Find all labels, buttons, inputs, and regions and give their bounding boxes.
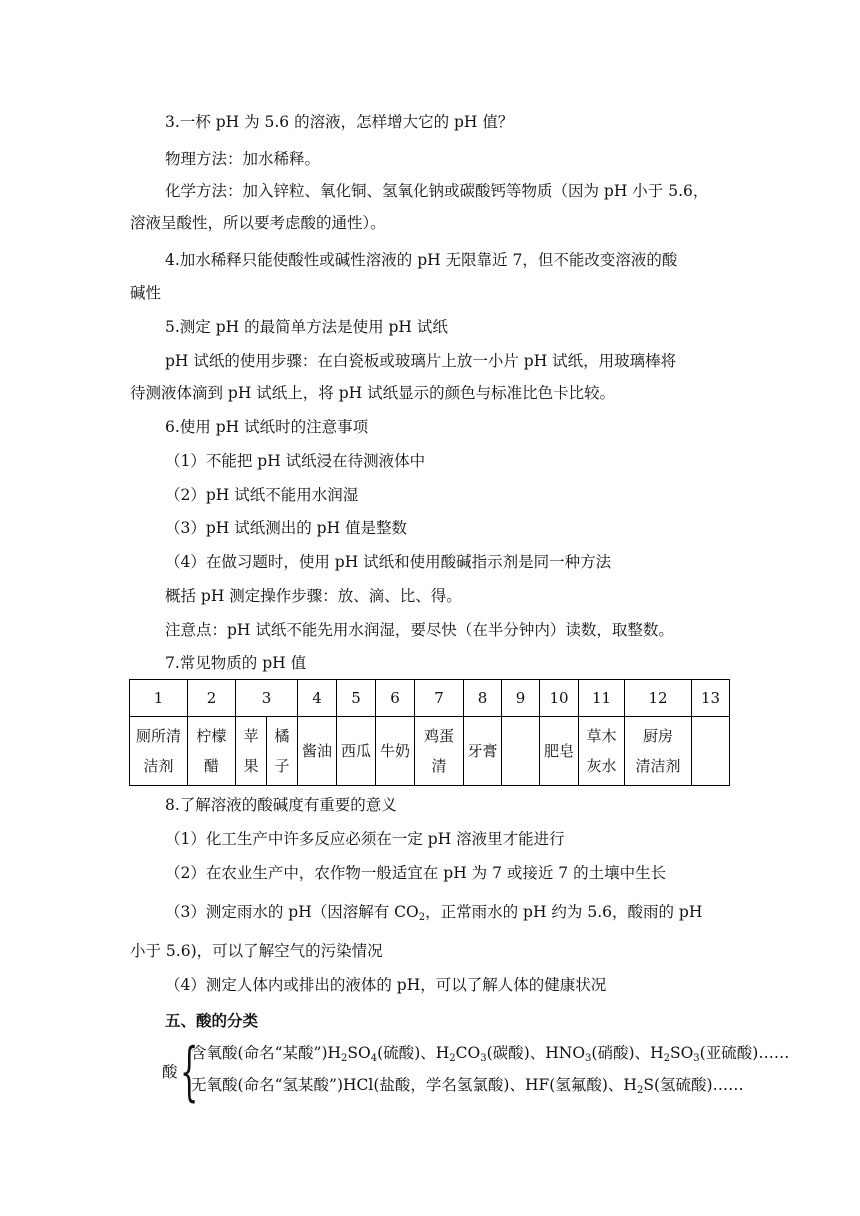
q3-chemical-method-line1: 化学方法：加入锌粒、氧化铜、氢氧化钠或碳酸钙等物质（因为 pH 小于 5.6， (165, 182, 709, 200)
ph-header-cell: 4 (298, 680, 337, 717)
ph-cell-empty (502, 717, 540, 786)
oxyacid-line: 含氧酸(命名“某酸$”)H_2SO_4$(硫酸)、$H_2CO_3$(碳酸)、$HNO_3$(硝酸)、$H_2SO_3$(亚硫酸)…… (191, 1044, 790, 1064)
q6-item-2: （2）pH 试纸不能用水润湿 (165, 486, 359, 504)
brace-icon: { (180, 1035, 199, 1109)
non-oxyacid-line: 无氧酸(命名“氢某酸”)HCl(盐酸，学名氢氯酸)、HF(氢氟酸)、$H_2S$(氢硫酸)…… (191, 1076, 744, 1096)
q3-chemical-method-line2: 溶液呈酸性，所以要考虑酸的通性）。 (130, 214, 386, 232)
ph-header-cell: 10 (540, 680, 579, 717)
ph-cell-kitchen-cleaner: 厨房 清洁剂 (625, 717, 692, 786)
ph-header-cell: 2 (188, 680, 236, 717)
q6-title: 6.使用 pH 试纸时的注意事项 (165, 418, 369, 436)
ph-header-cell: 6 (376, 680, 415, 717)
q4-line2: 碱性 (130, 284, 162, 302)
ph-cell-lemon-vinegar: 柠檬 醋 (188, 717, 236, 786)
q7-title: 7.常见物质的 pH 值 (165, 654, 307, 672)
section-5-heading: 五、酸的分类 (165, 1011, 259, 1030)
ph-header-cell: 13 (692, 680, 730, 717)
ph-header-cell: 3 (236, 680, 298, 717)
summary-line: 概括 pH 测定操作步骤：放、滴、比、得。 (165, 587, 462, 605)
ph-cell-milk: 牛奶 (376, 717, 415, 786)
ph-header-cell: 1 (130, 680, 188, 717)
q5-title: 5.测定 pH 的最简单方法是使用 pH 试纸 (165, 318, 448, 336)
ph-cell-egg-white: 鸡蛋 清 (415, 717, 464, 786)
ph-header-cell: 5 (337, 680, 376, 717)
q6-item-4: （4）在做习题时，使用 pH 试纸和使用酸碱指示剂是同一种方法 (165, 553, 612, 571)
q8-item-4: （4）测定人体内或排出的液体的 pH，可以了解人体的健康状况 (165, 976, 607, 994)
q8-item-2: （2）在农业生产中，农作物一般适宜在 pH 为 7 或接近 7 的土壤中生长 (165, 864, 667, 882)
ph-header-cell: 12 (625, 680, 692, 717)
ph-header-cell: 11 (579, 680, 625, 717)
q8-item-3-line2: 小于 5.6)，可以了解空气的污染情况 (130, 942, 383, 960)
q8-item-1: （1）化工生产中许多反应必须在一定 pH 溶液里才能进行 (165, 830, 565, 848)
q8-title: 8.了解溶液的酸碱度有重要的意义 (165, 796, 397, 814)
ph-cell-toothpaste: 牙膏 (464, 717, 502, 786)
ph-header-cell: 8 (464, 680, 502, 717)
ph-cell-orange: 橘 子 (267, 717, 298, 786)
q4-line1: 4.加水稀释只能使酸性或碱性溶液的 pH 无限靠近 7，但不能改变溶液的酸 (165, 251, 678, 269)
q5-steps-line2: 待测液体滴到 pH 试纸上，将 pH 试纸显示的颜色与标准比色卡比较。 (130, 384, 616, 402)
q8-item-3-line1: （3）测定雨水的 pH（因溶解有 $CO_2$，正常雨水的 pH 约为 5.6，酸雨的 pH (165, 903, 703, 923)
ph-table (129, 679, 730, 786)
ph-header-cell: 7 (415, 680, 464, 717)
note-line: 注意点：pH 试纸不能先用水润湿，要尽快（在半分钟内）读数，取整数。 (165, 621, 674, 639)
q6-item-3: （3）pH 试纸测出的 pH 值是整数 (165, 519, 408, 537)
ph-cell-watermelon: 西瓜 (337, 717, 376, 786)
q6-item-1: （1）不能把 pH 试纸浸在待测液体中 (165, 452, 426, 470)
q5-steps-line1: pH 试纸的使用步骤：在白瓷板或玻璃片上放一小片 pH 试纸，用玻璃棒将 (165, 352, 677, 370)
q3-physical-method: 物理方法：加水稀释。 (165, 150, 321, 168)
ph-substance-row (130, 717, 730, 786)
acid-label: 酸 (162, 1063, 178, 1081)
ph-cell-soy-sauce: 酱油 (298, 717, 337, 786)
ph-header-row (130, 680, 730, 717)
ph-cell-toilet-cleaner: 厕所清 洁剂 (130, 717, 188, 786)
ph-cell-soap: 肥皂 (540, 717, 579, 786)
q3-title: 3.一杯 pH 为 5.6 的溶液，怎样增大它的 pH 值？ (165, 113, 514, 131)
ph-header-cell: 9 (502, 680, 540, 717)
ph-cell-empty (692, 717, 730, 786)
ph-cell-plant-ash-water: 草木 灰水 (579, 717, 625, 786)
ph-cell-apple: 苹 果 (236, 717, 267, 786)
